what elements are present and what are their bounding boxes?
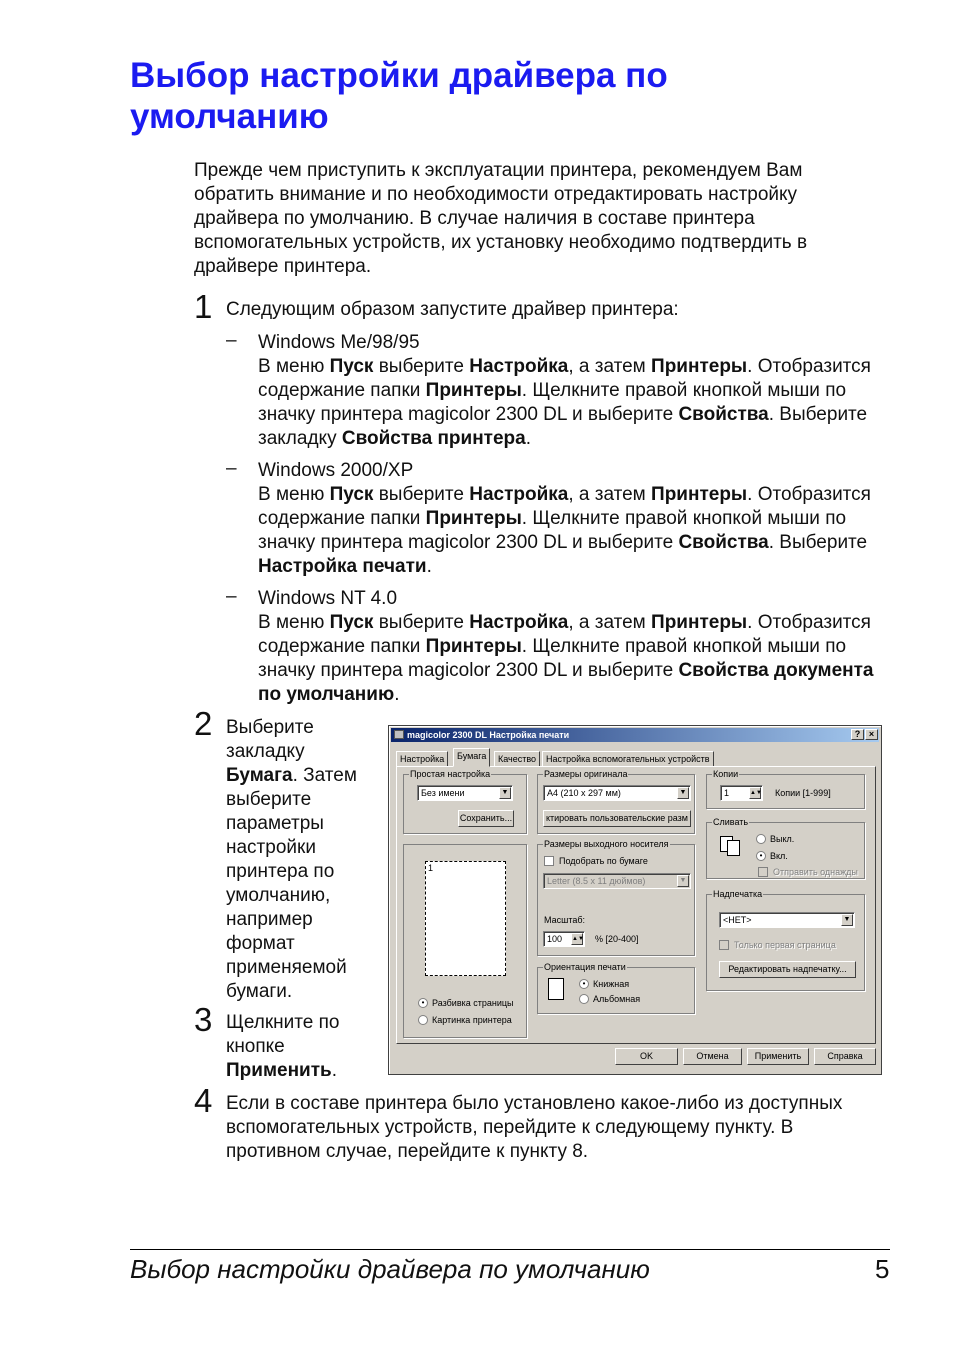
text-segment: . Щелкните правой кнопкой мыши по значку принтера magicolor 2300 DL и выберите <box>258 508 847 553</box>
text-segment: . Выберите закладку <box>258 404 868 449</box>
first-page-only-checkbox[interactable] <box>719 940 729 950</box>
step-number: 4 <box>194 1082 213 1119</box>
text-segment: . <box>525 428 532 449</box>
copies-spinner[interactable] <box>720 785 763 801</box>
overlay-group <box>706 889 865 991</box>
text-segment: . <box>426 556 432 577</box>
checkbox-label: Только первая страница <box>734 940 836 950</box>
scale-value: 100 <box>547 934 563 944</box>
group-label: Размеры оригинала <box>544 769 628 779</box>
footer-divider <box>130 1249 890 1250</box>
close-button[interactable]: × <box>865 729 878 740</box>
preview-group <box>403 844 527 1038</box>
collate-icon <box>727 840 740 856</box>
collate-group <box>706 817 865 879</box>
simple-setup-group <box>403 769 527 834</box>
page-preview <box>425 861 506 976</box>
bold-text: Свойства <box>678 532 769 553</box>
text-segment: . <box>394 684 400 705</box>
sub-text <box>258 355 888 451</box>
scale-spinner[interactable] <box>543 931 585 947</box>
original-size-select[interactable] <box>543 785 691 801</box>
bold-text: Пуск <box>329 484 374 505</box>
bold-text: Принтеры <box>651 356 748 377</box>
copies-value: 1 <box>724 788 730 798</box>
text-segment: . Щелкните правой кнопкой мыши по значку принтера magicolor 2300 DL и выберите <box>258 380 847 425</box>
step-number: 1 <box>194 288 213 325</box>
text-segment: Щелкните по кнопке <box>226 1012 340 1057</box>
group-label: Размеры выходного носителя <box>544 839 669 849</box>
bold-text: Настройка <box>469 484 569 505</box>
text-segment: Выберите закладку <box>226 717 314 762</box>
radio-label: Альбомная <box>593 994 641 1004</box>
bold-text: Принтеры <box>425 636 522 657</box>
step-text: Если в составе принтера было установлено какое-либо из доступных вспомогательных устройств, перейдите к следующему пункту. В противном случае, перейдите к пункту 8. <box>226 1093 843 1162</box>
chevron-down-icon: ▼ <box>677 787 689 799</box>
size-value: A4 (210 x 297 мм) <box>547 788 621 798</box>
spinner-arrows-icon[interactable]: ▲▼ <box>749 787 761 799</box>
preset-value: Без имени <box>421 788 465 798</box>
intro-paragraph: Прежде чем приступить к эксплуатации принтера, рекомендуем Вам обратить внимание и по необходимости отредактировать настройку драйвера по умолчанию. В случае наличия в составе принтера вспомогательных устройств, их установку необходимо подтвердить в драйвере принтера. <box>194 160 808 277</box>
group-label: Копии <box>713 769 739 779</box>
os-name: Windows Me/98/95 <box>258 332 420 353</box>
radio-label: Картинка принтера <box>432 1015 512 1025</box>
tab-accessories[interactable]: Настройка вспомогательных устройств <box>542 751 714 767</box>
text-segment: . Отобразится содержание папки <box>258 356 871 401</box>
bold-text: Применить <box>226 1060 332 1081</box>
bold-text: Принтеры <box>651 484 748 505</box>
page-number: 5 <box>875 1254 890 1284</box>
radio-label: Книжная <box>593 979 630 989</box>
text-segment: выберите <box>373 484 470 505</box>
bold-text: Настройка <box>469 612 569 633</box>
save-button[interactable]: Сохранить... <box>458 810 514 827</box>
group-label: Ориентация печати <box>544 962 626 972</box>
chevron-down-icon: ▼ <box>677 875 689 887</box>
text-segment: , а затем <box>568 612 652 633</box>
spinner-arrows-icon[interactable]: ▲▼ <box>571 933 583 945</box>
text-segment: выберите <box>373 612 470 633</box>
text-segment: , а затем <box>568 484 652 505</box>
copies-group <box>706 769 865 809</box>
step-text <box>226 716 376 1004</box>
text-segment: . Выберите <box>768 532 868 553</box>
text-segment: . Отобразится содержание папки <box>258 612 871 657</box>
help-button[interactable]: ? <box>851 729 864 740</box>
apply-button[interactable]: Применить <box>747 1048 809 1065</box>
bold-text: Принтеры <box>651 612 748 633</box>
step-number: 2 <box>194 705 213 742</box>
bold-text: Свойства документа по умолчанию <box>258 660 874 705</box>
output-size-select[interactable] <box>543 873 691 889</box>
copies-range: Копии [1-999] <box>775 788 831 798</box>
original-size-group <box>537 769 695 834</box>
bold-text: Принтеры <box>425 380 522 401</box>
checkbox-label: Отправить однажды <box>773 867 858 877</box>
footer-title: Выбор настройки драйвера по умолчанию <box>130 1254 650 1284</box>
bold-text: Пуск <box>329 356 374 377</box>
cancel-button[interactable]: Отмена <box>683 1048 742 1065</box>
bold-text: Настройка <box>469 356 569 377</box>
radio-label: Вкл. <box>770 851 788 861</box>
sub-text <box>258 611 888 707</box>
step-text: Следующим образом запустите драйвер принтера: <box>226 299 679 320</box>
tab-paper[interactable]: Бумага <box>453 748 490 767</box>
radio-collate-off[interactable] <box>756 834 766 844</box>
orientation-group <box>537 962 695 1014</box>
group-label: Простая настройка <box>410 769 491 779</box>
bold-text: Настройка печати <box>258 556 427 577</box>
radio-label: Разбивка страницы <box>432 998 514 1008</box>
text-segment: . Отобразится содержание папки <box>258 484 871 529</box>
text-segment: В меню <box>258 356 330 377</box>
preset-select[interactable] <box>417 785 513 801</box>
page-number: 1 <box>428 863 434 873</box>
sub-text <box>258 483 888 579</box>
overlay-value: <НЕТ> <box>723 915 752 925</box>
text-segment: выберите <box>373 356 470 377</box>
radio-collate-on[interactable]: • <box>756 851 766 861</box>
edit-overlay-button[interactable]: Редактировать надпечатку... <box>719 961 856 978</box>
radio-printer-image[interactable] <box>418 1015 428 1025</box>
checkbox-label: Подобрать по бумаге <box>559 856 648 866</box>
chevron-down-icon: ▼ <box>499 787 511 799</box>
text-segment: , а затем <box>568 356 652 377</box>
overlay-select[interactable] <box>719 912 855 928</box>
tab-quality[interactable]: Качество <box>494 751 540 767</box>
dash: – <box>226 330 237 351</box>
radio-layout[interactable]: • <box>418 998 428 1008</box>
group-label: Сливать <box>713 817 749 827</box>
printer-icon <box>394 730 404 739</box>
text-segment: В меню <box>258 612 330 633</box>
bold-text: Бумага <box>226 765 293 786</box>
text-segment: . Щелкните правой кнопкой мыши по значку принтера magicolor 2300 DL и выберите <box>258 636 847 681</box>
bold-text: Пуск <box>329 612 374 633</box>
os-name: Windows NT 4.0 <box>258 588 398 609</box>
radio-portrait[interactable]: • <box>579 979 589 989</box>
tab-settings[interactable]: Настройка <box>396 751 448 767</box>
step-number: 3 <box>194 1001 213 1038</box>
portrait-page-icon <box>548 978 564 1000</box>
size-value: Letter (8.5 x 11 дюймов) <box>547 876 646 886</box>
scale-label: Масштаб: <box>544 915 586 925</box>
radio-landscape[interactable] <box>579 994 589 1004</box>
print-settings-dialog <box>388 725 882 1075</box>
text-segment: В меню <box>258 484 330 505</box>
output-size-group <box>537 839 695 956</box>
fit-to-paper-checkbox[interactable] <box>544 856 554 866</box>
bold-text: Свойства принтера <box>341 428 526 449</box>
bold-text: Принтеры <box>425 508 522 529</box>
dialog-title: magicolor 2300 DL Настройка печати <box>407 730 570 740</box>
os-name: Windows 2000/XP <box>258 460 414 481</box>
send-once-checkbox[interactable] <box>758 867 768 877</box>
radio-label: Выкл. <box>770 834 795 844</box>
page-title: Выбор настройки драйвера по умолчанию <box>130 56 668 136</box>
help-dialog-button[interactable]: Справка <box>814 1048 876 1065</box>
dash: – <box>226 586 237 607</box>
dialog-title-bar <box>391 728 879 742</box>
group-label: Надпечатка <box>713 889 763 899</box>
step-text <box>226 1011 366 1083</box>
dash: – <box>226 458 237 479</box>
bold-text: Свойства <box>678 404 769 425</box>
edit-custom-size-button[interactable]: ктировать пользовательские разм <box>543 810 691 827</box>
text-segment: . <box>331 1060 337 1081</box>
text-segment: . Затем выберите параметры настройки принтера по умолчанию, например формат применяемой бумаги. <box>226 765 357 1002</box>
chevron-down-icon: ▼ <box>841 914 853 926</box>
ok-button[interactable]: OK <box>615 1048 678 1065</box>
scale-range: % [20-400] <box>595 934 639 944</box>
